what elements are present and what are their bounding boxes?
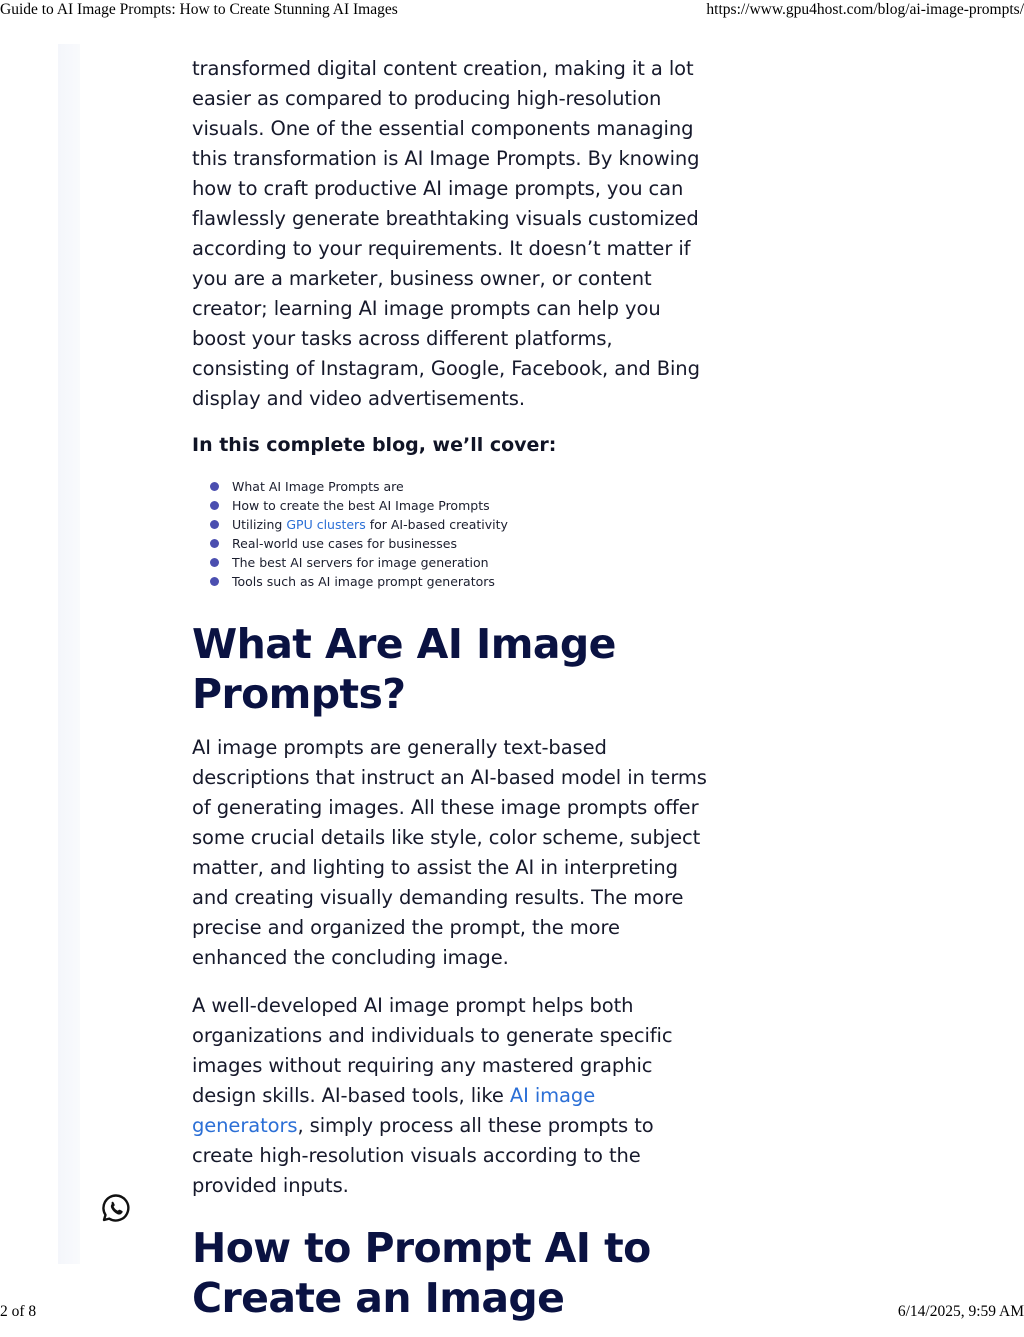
- intro-paragraph: transformed digital content creation, making it a lot easier as compared to producing high-resolution visuals. One of the essential components managing this transformation is AI Image Prompts. By knowing how to craft productive AI image prompts, you can flawlessly generate breathtaking visuals customized according to your requirements. It doesn’t matter if you are a marketer, business owner, or content creator; learning AI image prompts can help you boost your tasks across different platforms, consisting of Instagram, Google, Facebook, and Bing display and video advertisements.: [192, 57, 700, 410]
- list-item: How to create the best AI Image Prompts: [210, 496, 712, 515]
- list-item: The best AI servers for image generation: [210, 553, 712, 572]
- list-item: Utilizing GPU clusters for AI-based creativity: [210, 515, 712, 534]
- list-item: Real-world use cases for businesses: [210, 534, 712, 553]
- ai-image-generators-link[interactable]: AI image generators: [192, 1084, 596, 1137]
- section-heading-how-to-prompt: How to Prompt AI to Create an Image: [192, 1224, 651, 1322]
- print-footer: [0, 1303, 1024, 1325]
- page-counter: 2 of 8: [0, 1303, 37, 1320]
- print-page-url: https://www.gpu4host.com/blog/ai-image-prompts/: [706, 1, 1024, 18]
- print-timestamp: 6/14/2025, 9:59 AM: [897, 1303, 1024, 1320]
- article-body: [192, 54, 712, 1337]
- list-item: What AI Image Prompts are: [210, 477, 712, 496]
- cover-heading: In this complete blog, we’ll cover:: [192, 434, 557, 456]
- whatsapp-icon[interactable]: [100, 1192, 132, 1224]
- bullet-dot: [210, 520, 219, 529]
- section-heading-what-are-prompts: What Are AI Image Prompts?: [192, 620, 616, 718]
- left-sidebar-band: [58, 44, 80, 1264]
- bullet-dot: [210, 539, 219, 548]
- section1-paragraph-1: AI image prompts are generally text-based descriptions that instruct an AI-based model in terms of generating images. All these image prompts offer some crucial details like style, color scheme, subject matter, and lighting to assist the AI in interpreting and creating visually demanding results. The more precise and organized the prompt, the more enhanced the concluding image.: [192, 736, 707, 969]
- bullet-dot: [210, 558, 219, 567]
- section1-paragraph-2: A well-developed AI image prompt helps both organizations and individuals to generate specific images without requiring any mastered graphic design skills. AI-based tools, like AI image generators, simply process all these prompts to create high-resolution visuals according to the provided inputs.: [192, 994, 673, 1197]
- bullet-dot: [210, 577, 219, 586]
- bullet-dot: [210, 501, 219, 510]
- print-header: [0, 0, 1024, 22]
- bullet-dot: [210, 482, 219, 491]
- gpu-clusters-link[interactable]: GPU clusters: [286, 517, 366, 532]
- list-item: Tools such as AI image prompt generators: [210, 572, 712, 591]
- topics-list: [192, 477, 712, 591]
- print-page-title: Guide to AI Image Prompts: How to Create Stunning AI Images: [0, 1, 398, 18]
